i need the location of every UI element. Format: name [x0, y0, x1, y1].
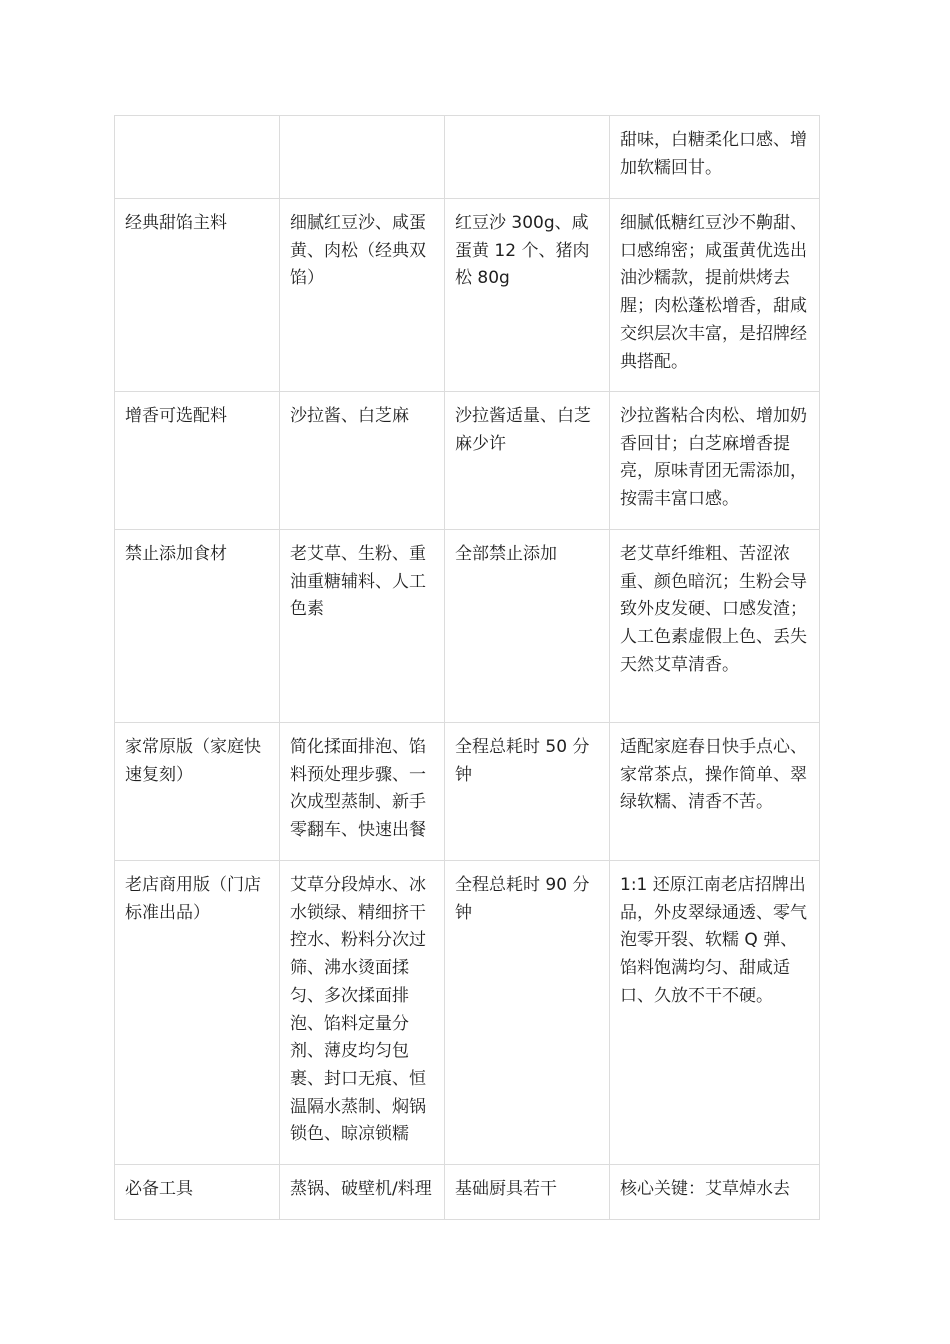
table-cell: 老艾草、生粉、重油重糖辅料、人工色素: [280, 530, 445, 723]
table-cell: 沙拉酱、白芝麻: [280, 392, 445, 530]
table-cell: [280, 116, 445, 199]
table-cell: 艾草分段焯水、冰水锁绿、精细挤干控水、粉料分次过筛、沸水烫面揉匀、多次揉面排泡、馅料定量分剂、薄皮均匀包裹、封口无痕、恒温隔水蒸制、焖锅锁色、晾凉锁糯: [280, 861, 445, 1165]
table-cell: 甜味，白糖柔化口感、增加软糯回甘。: [610, 116, 820, 199]
table-cell: 全程总耗时 90 分钟: [445, 861, 610, 1165]
table-cell: [445, 116, 610, 199]
table-cell: 经典甜馅主料: [115, 199, 280, 392]
table-cell: 必备工具: [115, 1165, 280, 1220]
table-cell: 增香可选配料: [115, 392, 280, 530]
table-cell: 1:1 还原江南老店招牌出品，外皮翠绿通透、零气泡零开裂、软糯 Q 弹、馅料饱满均匀、甜咸适口、久放不干不硬。: [610, 861, 820, 1165]
table-cell: 全程总耗时 50 分钟: [445, 723, 610, 861]
table-cell: 细腻低糖红豆沙不齁甜、口感绵密；咸蛋黄优选出油沙糯款，提前烘烤去腥；肉松蓬松增香，甜咸交织层次丰富，是招牌经典搭配。: [610, 199, 820, 392]
table-cell: 红豆沙 300g、咸蛋黄 12 个、猪肉松 80g: [445, 199, 610, 392]
table-cell: 沙拉酱粘合肉松、增加奶香回甘；白芝麻增香提亮，原味青团无需添加，按需丰富口感。: [610, 392, 820, 530]
recipe-table: [114, 115, 820, 1220]
table-cell: [115, 116, 280, 199]
table-cell: 适配家庭春日快手点心、家常茶点，操作简单、翠绿软糯、清香不苦。: [610, 723, 820, 861]
table-cell: 老艾草纤维粗、苦涩浓重、颜色暗沉；生粉会导致外皮发硬、口感发渣；人工色素虚假上色、丢失天然艾草清香。: [610, 530, 820, 723]
table-cell: 家常原版（家庭快速复刻）: [115, 723, 280, 861]
table-row: [115, 199, 820, 392]
table-row: [115, 1165, 820, 1220]
table-row: [115, 530, 820, 723]
table-row: [115, 116, 820, 199]
table-row: [115, 392, 820, 530]
table-cell: 禁止添加食材: [115, 530, 280, 723]
table-cell: 基础厨具若干: [445, 1165, 610, 1220]
table-cell: 核心关键：艾草焯水去: [610, 1165, 820, 1220]
table-cell: 蒸锅、破壁机/料理: [280, 1165, 445, 1220]
table-cell: 老店商用版（门店标准出品）: [115, 861, 280, 1165]
table-cell: 沙拉酱适量、白芝麻少许: [445, 392, 610, 530]
table-cell: 简化揉面排泡、馅料预处理步骤、一次成型蒸制、新手零翻车、快速出餐: [280, 723, 445, 861]
table-row: [115, 861, 820, 1165]
table-cell: 全部禁止添加: [445, 530, 610, 723]
table-cell: 细腻红豆沙、咸蛋黄、肉松（经典双馅）: [280, 199, 445, 392]
table-row: [115, 723, 820, 861]
